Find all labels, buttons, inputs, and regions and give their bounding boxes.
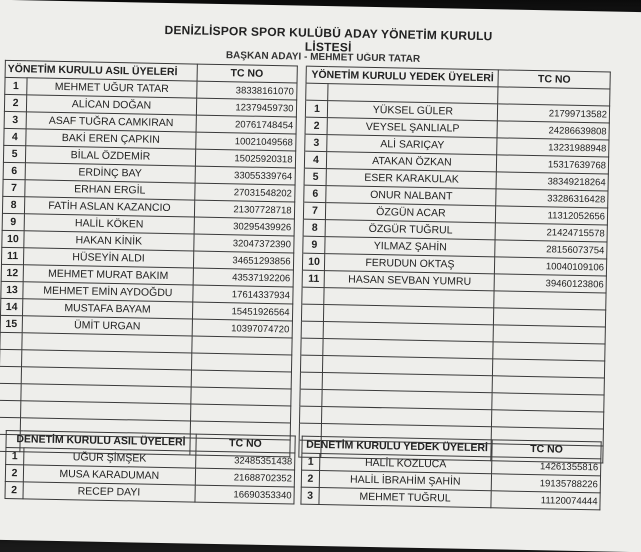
asil-header: YÖNETİM KURULU ASIL ÜYELERİ — [5, 60, 197, 81]
member-tc — [493, 325, 605, 344]
row-number: 10 — [2, 230, 24, 247]
row-number: 8 — [2, 196, 24, 213]
row-number — [301, 355, 323, 372]
member-name: MEHMET MURAT BAKIM — [23, 265, 193, 285]
row-number: 7 — [304, 202, 326, 219]
row-number: 8 — [304, 219, 326, 236]
row-number: 5 — [305, 168, 327, 185]
column-separator — [294, 219, 304, 236]
column-separator — [295, 151, 305, 168]
member-tc — [492, 410, 604, 429]
member-tc: 32047372390 — [194, 234, 294, 253]
member-tc: 33055339764 — [195, 166, 295, 185]
row-number: 10 — [303, 253, 325, 270]
member-tc — [493, 342, 605, 361]
member-name: ONUR NALBANT — [326, 186, 496, 206]
column-separator — [290, 389, 300, 406]
member-tc — [494, 308, 606, 327]
row-number: 2 — [4, 94, 26, 111]
column-separator — [296, 117, 306, 134]
column-separator — [292, 304, 302, 321]
member-tc — [493, 359, 605, 378]
member-tc: 20761748454 — [196, 115, 296, 134]
member-name: HALİL KOZLUCA — [320, 454, 492, 474]
member-tc — [498, 87, 610, 106]
row-number: 1 — [302, 453, 320, 470]
member-tc: 30295439926 — [194, 217, 294, 236]
yedek-header: YÖNETİM KURULU YEDEK ÜYELERİ — [306, 66, 498, 87]
member-name: ALİCAN DOĞAN — [26, 95, 196, 115]
member-name: ASAF TUĞRA CAMKIRAN — [26, 112, 196, 132]
member-tc — [191, 370, 291, 389]
member-tc: 27031548202 — [195, 183, 295, 202]
row-number: 4 — [305, 151, 327, 168]
row-number: 2 — [5, 481, 23, 498]
member-name: MEHMET UĞUR TATAR — [27, 78, 197, 98]
member-name: VEYSEL ŞANLIALP — [327, 118, 497, 138]
row-number: 11 — [1, 247, 23, 264]
row-number — [0, 383, 21, 400]
denetim-asil-table — [4, 430, 295, 505]
member-tc — [494, 291, 606, 310]
member-name: HASAN SEVBAN YUMRU — [325, 271, 495, 291]
member-tc: 21307728718 — [194, 200, 294, 219]
member-tc — [191, 387, 291, 406]
column-separator — [292, 321, 302, 338]
member-name: RECEP DAYI — [23, 482, 195, 502]
member-tc: 11120074444 — [491, 491, 600, 510]
row-number: 5 — [3, 145, 25, 162]
member-tc: 32485351438 — [195, 451, 295, 470]
row-number: 6 — [304, 185, 326, 202]
member-tc: 21424715578 — [495, 223, 607, 242]
member-name: MUSTAFA BAYAM — [22, 299, 192, 319]
column-separator — [293, 270, 303, 287]
member-name: UĞUR ŞİMŞEK — [24, 448, 196, 468]
member-tc: 11312052656 — [496, 206, 608, 225]
row-number — [0, 366, 21, 383]
row-number — [306, 83, 328, 100]
row-number: 11 — [303, 270, 325, 287]
row-number — [302, 304, 324, 321]
member-name: FERUDUN OKTAŞ — [325, 254, 495, 274]
column-separator — [294, 202, 304, 219]
row-number — [300, 406, 322, 423]
column-separator — [296, 100, 306, 117]
column-separator — [291, 372, 301, 389]
member-tc: 21799713582 — [498, 104, 610, 123]
row-number — [0, 349, 22, 366]
row-number — [0, 332, 22, 349]
member-tc — [191, 353, 291, 372]
row-number: 4 — [4, 128, 26, 145]
column-separator — [296, 83, 306, 100]
member-name: MEHMET EMİN AYDOĞDU — [23, 282, 193, 302]
row-number: 15 — [0, 315, 22, 332]
member-tc: 15451926564 — [192, 302, 292, 321]
member-tc: 21688702352 — [195, 468, 295, 487]
member-tc: 43537192206 — [193, 268, 293, 287]
member-name: HAKAN KİNİK — [24, 231, 194, 251]
row-number — [301, 338, 323, 355]
column-separator — [291, 338, 301, 355]
row-number: 12 — [1, 264, 23, 281]
member-tc: 12379459730 — [196, 98, 296, 117]
member-name: YÜKSEL GÜLER — [328, 101, 498, 121]
column-separator — [290, 406, 300, 423]
member-name: MEHMET TUĞRUL — [319, 487, 491, 507]
row-number: 1 — [5, 77, 27, 94]
column-separator — [294, 185, 304, 202]
member-tc: 17614337934 — [193, 285, 293, 304]
member-tc: 14261355816 — [491, 457, 600, 476]
member-name: ÖZGÜN ACAR — [326, 203, 496, 223]
member-name: ALİ SARIÇAY — [327, 135, 497, 155]
column-separator — [293, 236, 303, 253]
member-tc: 10397074720 — [192, 319, 292, 338]
row-number: 2 — [5, 464, 23, 481]
row-number: 9 — [2, 213, 24, 230]
member-tc: 24286639808 — [497, 121, 609, 140]
denetim_asil-tc-header: TC NO — [196, 434, 296, 453]
member-tc: 15025920318 — [195, 149, 295, 168]
column-separator — [291, 355, 301, 372]
member-tc: 38349218264 — [496, 172, 608, 191]
row-number — [300, 389, 322, 406]
member-tc: 34651293856 — [193, 251, 293, 270]
member-tc — [190, 404, 290, 423]
member-tc: 13231988948 — [497, 138, 609, 157]
member-tc: 39460123806 — [494, 274, 606, 293]
column-separator — [295, 168, 305, 185]
denetim_yedek-header: DENETİM KURULU YEDEK ÜYELERİ — [302, 436, 492, 457]
member-tc: 38338161070 — [197, 81, 297, 100]
member-tc: 10021049568 — [196, 132, 296, 151]
member-name: ESER KARAKULAK — [326, 169, 496, 189]
row-number: 9 — [303, 236, 325, 253]
denetim_yedek-tc-header: TC NO — [492, 440, 601, 459]
member-name: ÜMİT URGAN — [22, 316, 192, 336]
row-number: 3 — [4, 111, 26, 128]
document-subtitle: BAŞKAN ADAYI - MEHMET UĞUR TATAR — [225, 50, 421, 65]
member-tc: 10040109106 — [495, 257, 607, 276]
member-name: HALİL KÖKEN — [24, 214, 194, 234]
column-separator — [297, 66, 307, 83]
row-number: 1 — [306, 100, 328, 117]
member-name: BAKİ EREN ÇAPKIN — [26, 129, 196, 149]
main-table — [0, 60, 611, 464]
asil-tc-header: TC NO — [197, 64, 297, 83]
row-number: 2 — [301, 470, 319, 487]
member-tc — [492, 393, 604, 412]
denetim_asil-header: DENETİM KURULU ASIL ÜYELERİ — [6, 430, 196, 451]
denetim-yedek-table — [300, 436, 601, 511]
yedek-tc-header: TC NO — [498, 70, 610, 89]
member-tc: 33286316428 — [496, 189, 608, 208]
member-tc: 19135788226 — [491, 474, 600, 493]
row-number — [302, 321, 324, 338]
row-number — [302, 287, 324, 304]
column-separator — [292, 287, 302, 304]
member-name: MUSA KARADUMAN — [23, 465, 195, 485]
member-name: ÖZGÜR TUĞRUL — [326, 220, 496, 240]
row-number: 7 — [3, 179, 25, 196]
member-tc: 15317639768 — [497, 155, 609, 174]
member-tc: 16690353340 — [195, 485, 295, 504]
member-name: ERDİNÇ BAY — [25, 163, 195, 183]
member-name: BİLAL ÖZDEMİR — [25, 146, 195, 166]
row-number: 6 — [3, 162, 25, 179]
row-number: 3 — [305, 134, 327, 151]
column-separator — [293, 253, 303, 270]
member-name: ATAKAN ÖZKAN — [327, 152, 497, 172]
row-number: 3 — [301, 487, 319, 504]
row-number: 14 — [1, 298, 23, 315]
member-tc — [192, 336, 292, 355]
row-number: 1 — [6, 447, 24, 464]
member-name: FATİH ASLAN KAZANCIO — [24, 197, 194, 217]
member-name: YILMAZ ŞAHİN — [325, 237, 495, 257]
row-number — [301, 372, 323, 389]
member-name: HÜSEYİN ALDI — [23, 248, 193, 268]
row-number: 13 — [1, 281, 23, 298]
member-name: ERHAN ERGİL — [25, 180, 195, 200]
column-separator — [295, 134, 305, 151]
member-tc — [492, 376, 604, 395]
row-number: 2 — [305, 117, 327, 134]
row-number — [0, 400, 21, 417]
member-name: HALİL İBRAHİM ŞAHİN — [319, 471, 491, 491]
document-title: DENİZLİSPOR SPOR KULÜBÜ ADAY YÖNETİM KURULU LİSTESİ — [164, 22, 493, 55]
member-tc: 28156073754 — [495, 240, 607, 259]
